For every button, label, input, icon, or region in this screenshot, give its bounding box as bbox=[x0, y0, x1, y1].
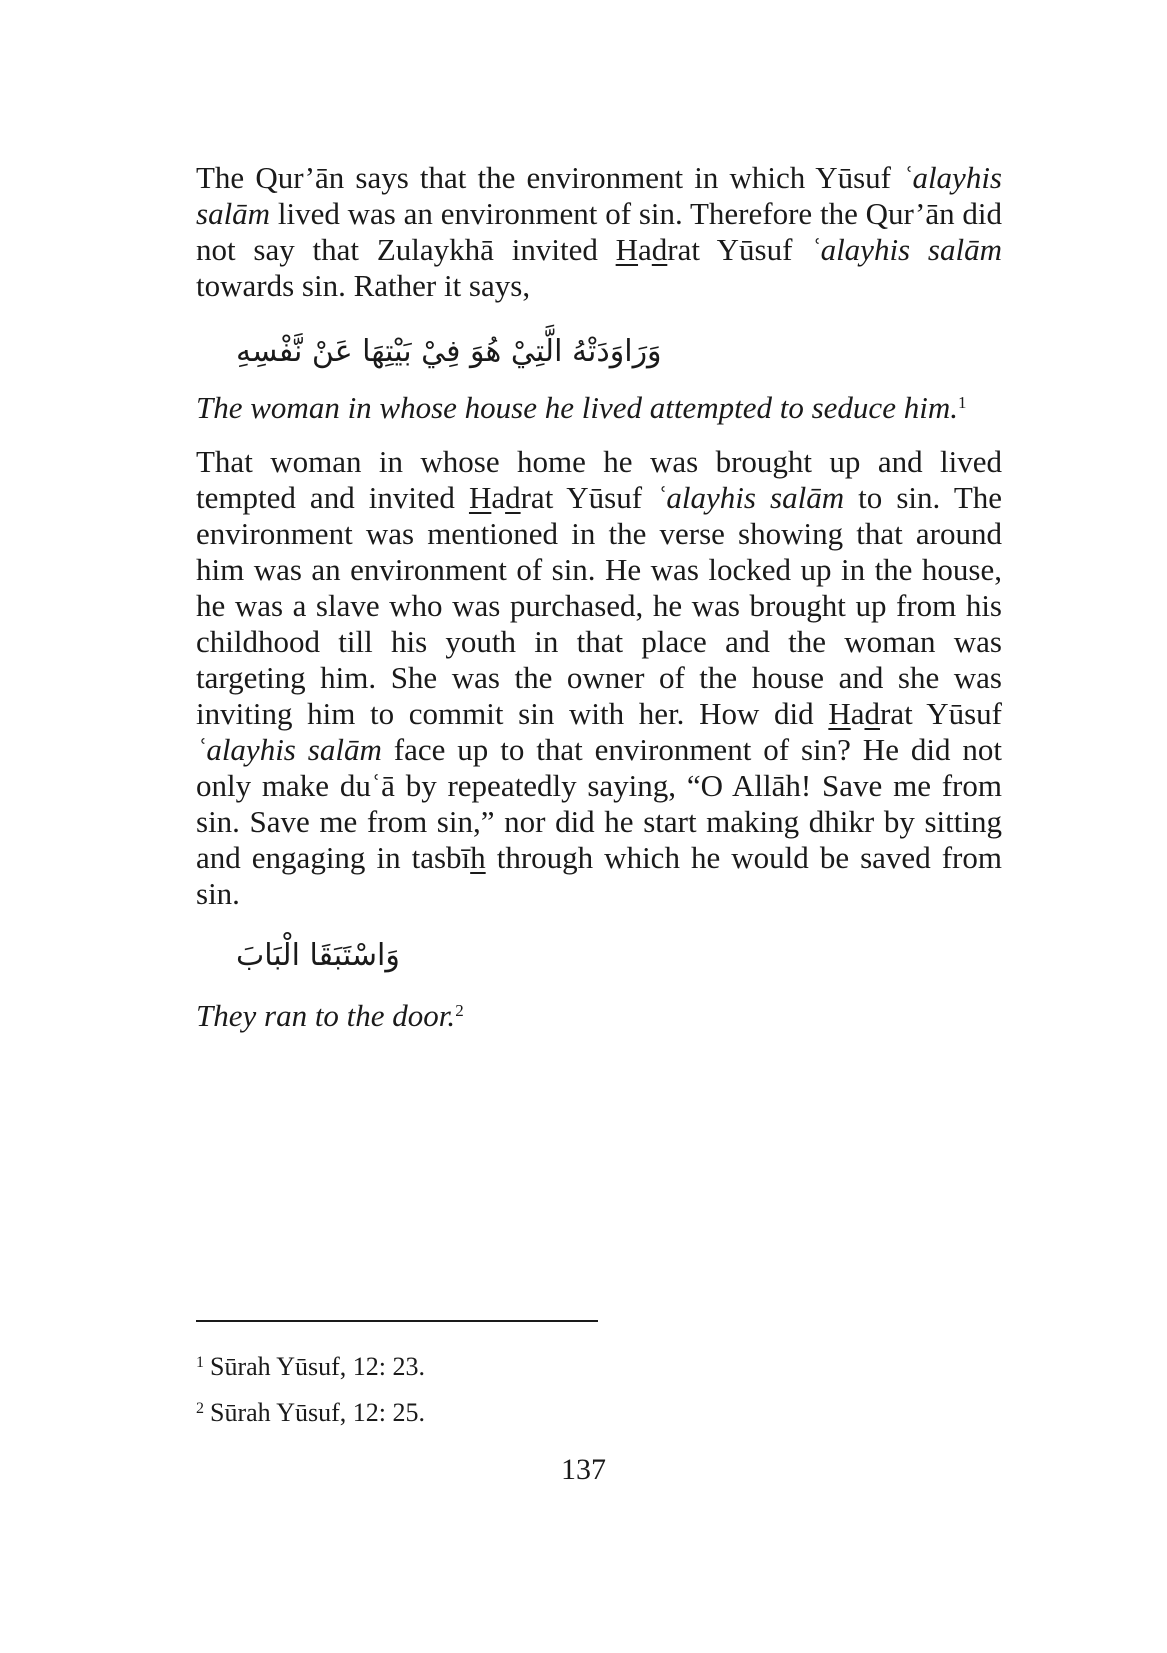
text-run: Yūsuf bbox=[553, 480, 657, 515]
text-run: The Qur’ān says that the environment in which Yūsuf bbox=[196, 160, 903, 195]
footnotes bbox=[196, 1352, 425, 1444]
underlined-h: h bbox=[470, 840, 486, 875]
translation-1 bbox=[196, 390, 1002, 426]
underlined-h: H bbox=[468, 480, 492, 515]
footnote-text: Sūrah Yūsuf, 12: 23. bbox=[210, 1352, 425, 1381]
text-run: to sin. The environment was mentioned in the verse showing that around him was an environment of sin. He was locked up in the house, he was a slave who was purchased, he was brought up from his childhood till his youth in that place and the woman was targeting him. She was the owner of the house and she was inviting him to commit sin with her. How did bbox=[196, 480, 1003, 731]
text-run: a bbox=[850, 696, 865, 731]
translation-text: The woman in whose house he lived attempted to seduce him. bbox=[196, 390, 958, 425]
text-run: a bbox=[638, 232, 652, 267]
underlined-d: d bbox=[651, 232, 668, 267]
text-run: towards sin. Rather it says, bbox=[196, 268, 531, 303]
arabic-verse-2: وَاسْتَبَقَا الْبَابَ bbox=[236, 938, 400, 973]
footnote-divider bbox=[196, 1320, 598, 1322]
paragraph-1 bbox=[196, 160, 1002, 304]
italic-term: ʿalayhis salām bbox=[196, 160, 1002, 231]
text-run: rat Yūsuf bbox=[667, 232, 811, 267]
footnote-ref[interactable]: 2 bbox=[455, 1001, 464, 1020]
text-run: through which he would be saved from sin. bbox=[196, 840, 1002, 911]
text-run: Yūsuf bbox=[912, 696, 1002, 731]
underlined-d: d bbox=[864, 696, 880, 731]
footnote-number: 1 bbox=[196, 1354, 204, 1371]
page-number: 137 bbox=[561, 1453, 606, 1486]
footnote-number: 2 bbox=[196, 1400, 204, 1417]
arabic-verse-1: وَرَاوَدَتْهُ الَّتِيْ هُوَ فِيْ بَيْتِهَا عَنْ نَّفْسِهِ bbox=[236, 334, 662, 369]
text-run: That woman in whose home he was brought up and lived tempted and invited bbox=[196, 444, 1002, 515]
text-run: rat bbox=[520, 480, 554, 515]
underlined-h: H bbox=[828, 696, 851, 731]
paragraph-2 bbox=[196, 444, 1002, 912]
footnote-item bbox=[196, 1352, 425, 1382]
footnote-ref[interactable]: 1 bbox=[957, 393, 967, 412]
text-run: lived was an environment of sin. Therefore the Qur’ān did not say that Zulaykhā invited bbox=[196, 196, 1002, 267]
translation-2 bbox=[196, 998, 1002, 1034]
footnote-item bbox=[196, 1398, 425, 1428]
text-run: rat bbox=[880, 696, 913, 731]
text-run: face up to that environment of sin? He did not only make duʿā by repeatedly saying, “O Allāh! Save me from sin. Save me from sin,” nor did he start making dhikr by sitting and engaging in tasbī bbox=[196, 732, 1003, 875]
footnote-text: Sūrah Yūsuf, 12: 25. bbox=[210, 1398, 425, 1427]
translation-text: They ran to the door. bbox=[196, 998, 456, 1033]
italic-term: ʿalayhis salām bbox=[656, 480, 845, 515]
text-run: a bbox=[491, 480, 506, 515]
underlined-h: H bbox=[615, 232, 639, 267]
underlined-d: d bbox=[505, 480, 521, 515]
italic-term: ʿalayhis salām bbox=[196, 732, 382, 767]
page-body bbox=[196, 160, 1002, 1034]
italic-term: ʿalayhis salām bbox=[810, 232, 1002, 267]
